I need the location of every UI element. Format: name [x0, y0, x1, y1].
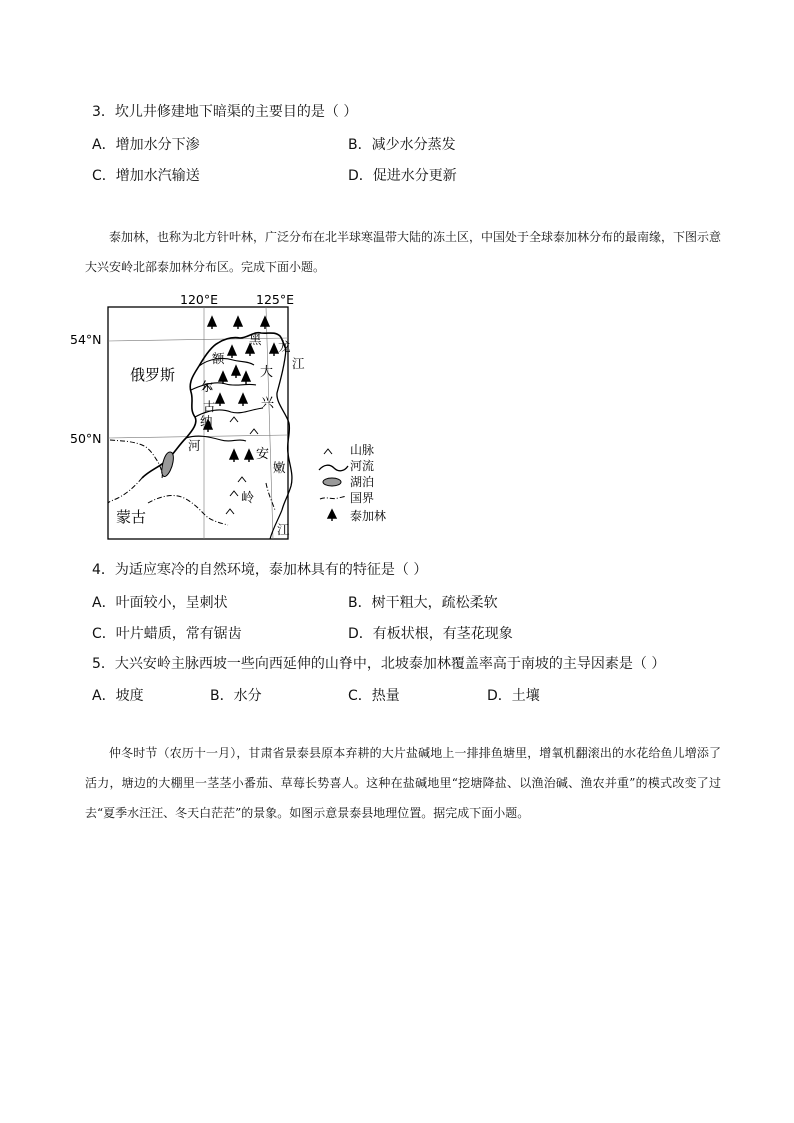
label-nenjiang-jiang: 江 [277, 522, 290, 537]
label-river-er: 尔 [201, 379, 214, 394]
q5-option-b[interactable]: B．水分 [210, 688, 262, 704]
q4-stem: 4．为适应寒冷的自然环境，泰加林具有的特征是（ ） [92, 562, 428, 578]
label-hlj-long: 龙 [278, 339, 291, 354]
label-river-na: 纳 [200, 414, 213, 429]
q4-option-b[interactable]: B．树干粗大，疏松柔软 [348, 595, 498, 611]
label-hlj-jiang: 江 [292, 356, 305, 371]
passage-taiga: 泰加林，也称为北方针叶林，广泛分布在北半球寒温带大陆的冻土区，中国处于全球泰加林分布的最南缘，下图示意大兴安岭北部泰加林分布区。完成下面小题。 [85, 230, 722, 274]
label-mongolia: 蒙古 [116, 508, 147, 526]
legend-lake-icon [323, 478, 341, 486]
label-range-ling: 岭 [241, 491, 255, 506]
lat-label-50: 50°N [70, 431, 102, 446]
q3-option-c[interactable]: C．增加水汽输送 [92, 168, 200, 184]
legend-tree-icon [328, 510, 336, 521]
q4-option-c[interactable]: C．叶片蜡质，常有锯齿 [92, 626, 242, 642]
legend-border-icon [320, 496, 346, 499]
legend-river-icon [319, 465, 348, 471]
passage-jingtai: 仲冬时节（农历十一月），甘肃省景泰县原本弃耕的大片盐碱地上一排排鱼塘里，增氧机翻滚出的水花给鱼儿增添了活力，塘边的大棚里一茎茎小番茄、草莓长势喜人。这种在盐碱地里“挖塘降盐、以渔治碱、渔农并重”的模式改变了过去“夏季水汪汪、冬天白茫茫”的景象。如图示意景泰县地理位置。据完成下面小题。 [85, 746, 721, 820]
legend-rivers: 河流 [350, 459, 375, 473]
label-range-da: 大 [260, 365, 274, 380]
legend-borders: 国界 [350, 491, 375, 505]
label-range-an: 安 [256, 447, 270, 462]
label-river-gu: 古 [203, 399, 216, 414]
lat-label-54: 54°N [70, 332, 102, 347]
q3-option-a[interactable]: A．增加水分下渗 [92, 137, 200, 153]
label-range-xing: 兴 [261, 396, 275, 411]
q3-option-d[interactable]: D．促进水分更新 [348, 168, 457, 184]
lon-label-120: 120°E [180, 292, 219, 307]
q3-stem: 3．坎儿井修建地下暗渠的主要目的是（ ） [92, 104, 358, 120]
label-river-e: 额 [212, 351, 225, 366]
legend-mountain-icon [324, 449, 332, 454]
legend-lakes: 湖泊 [350, 475, 375, 489]
q5-stem: 5．大兴安岭主脉西坡一些向西延伸的山脊中，北坡泰加林覆盖率高于南坡的主导因素是（ ） [92, 656, 666, 672]
q3-option-b[interactable]: B．减少水分蒸发 [348, 137, 456, 153]
legend-mountains: 山脉 [350, 443, 375, 457]
map-legend [319, 443, 386, 523]
q4-option-d[interactable]: D．有板状根，有茎花现象 [348, 626, 513, 642]
q5-option-d[interactable]: D．土壤 [487, 688, 540, 704]
q5-option-a[interactable]: A．坡度 [92, 688, 144, 704]
q5-option-c[interactable]: C．热量 [348, 688, 400, 704]
label-hlj-hei: 黑 [249, 332, 262, 347]
label-russia: 俄罗斯 [130, 366, 176, 384]
legend-taiga: 泰加林 [350, 509, 387, 523]
lon-label-125: 125°E [256, 292, 295, 307]
q4-option-a[interactable]: A．叶面较小，呈刺状 [92, 595, 228, 611]
label-nenjiang-nen: 嫩 [273, 460, 286, 475]
taiga-map [70, 288, 400, 544]
label-river-he: 河 [188, 438, 201, 453]
